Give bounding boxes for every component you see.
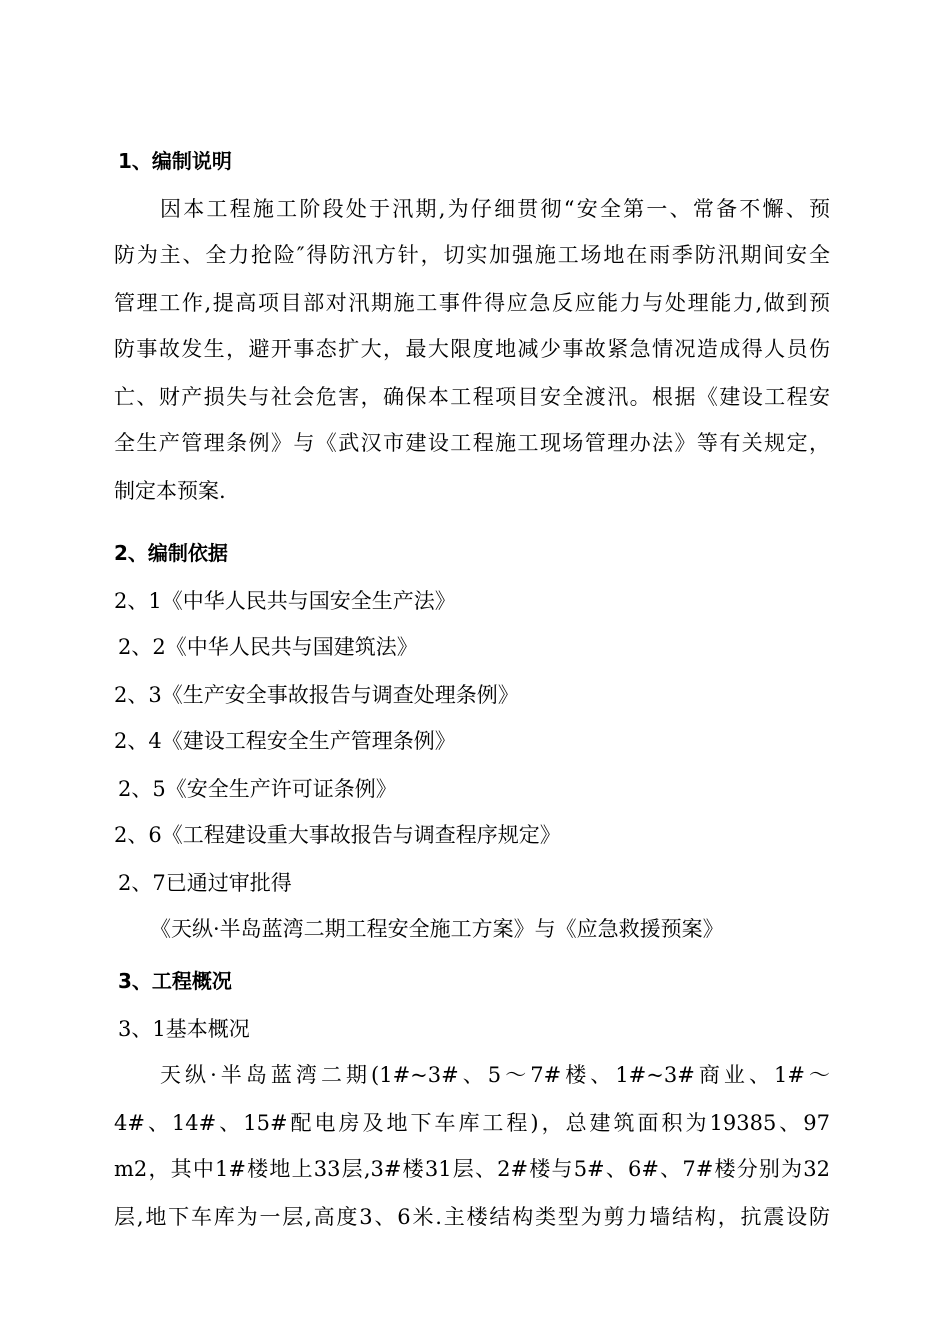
overview-line-1: 天纵·半岛蓝湾二期(1#~3#、5～7#楼、1#~3#商业、1#～ xyxy=(160,1063,830,1087)
section-1-line-4: 防事故发生，避开事态扩大，最大限度地减少事故紧急情况造成得人员伤 xyxy=(114,337,830,361)
section-1-heading: 1、编制说明 xyxy=(118,149,232,173)
basis-item-7-continuation: 《天纵·半岛蓝湾二期工程安全施工方案》与《应急救援预案》 xyxy=(150,917,724,941)
section-1-line-2: 防为主、全力抢险″得防汛方针，切实加强施工场地在雨季防汛期间安全 xyxy=(114,243,830,267)
basis-item-1: 2、1《中华人民共与国安全生产法》 xyxy=(114,589,456,613)
section-2-heading: 2、编制依据 xyxy=(114,541,228,565)
basis-item-6: 2、6《工程建设重大事故报告与调查程序规定》 xyxy=(114,823,561,847)
basis-item-7: 2、7已通过审批得 xyxy=(118,871,292,895)
basis-item-4: 2、4《建设工程安全生产管理条例》 xyxy=(114,729,456,753)
section-3-heading: 3、工程概况 xyxy=(118,969,232,993)
overview-line-2: 4#、14#、15#配电房及地下车库工程)，总建筑面积为19385、97 xyxy=(114,1111,830,1135)
section-1-line-7: 制定本预案. xyxy=(114,479,226,503)
basis-item-2: 2、2《中华人民共与国建筑法》 xyxy=(118,635,418,659)
section-1-line-5: 亡、财产损失与社会危害，确保本工程项目安全渡汛。根据《建设工程安 xyxy=(114,385,830,409)
section-1-line-3: 管理工作,提高项目部对汛期施工事件得应急反应能力与处理能力,做到预 xyxy=(114,291,830,315)
section-3-1-subheading: 3、1基本概况 xyxy=(118,1017,250,1041)
overview-line-4: 层,地下车库为一层,高度3、6米.主楼结构类型为剪力墙结构，抗震设防 xyxy=(114,1205,830,1229)
overview-line-3: m2，其中1#楼地上33层,3#楼31层、2#楼与5#、6#、7#楼分别为32 xyxy=(114,1157,830,1181)
section-1-line-1: 因本工程施工阶段处于汛期,为仔细贯彻“安全第一、常备不懈、预 xyxy=(160,197,830,221)
basis-item-5: 2、5《安全生产许可证条例》 xyxy=(118,777,397,801)
basis-item-3: 2、3《生产安全事故报告与调查处理条例》 xyxy=(114,683,519,707)
section-1-line-6: 全生产管理条例》与《武汉市建设工程施工现场管理办法》等有关规定， xyxy=(114,431,830,455)
